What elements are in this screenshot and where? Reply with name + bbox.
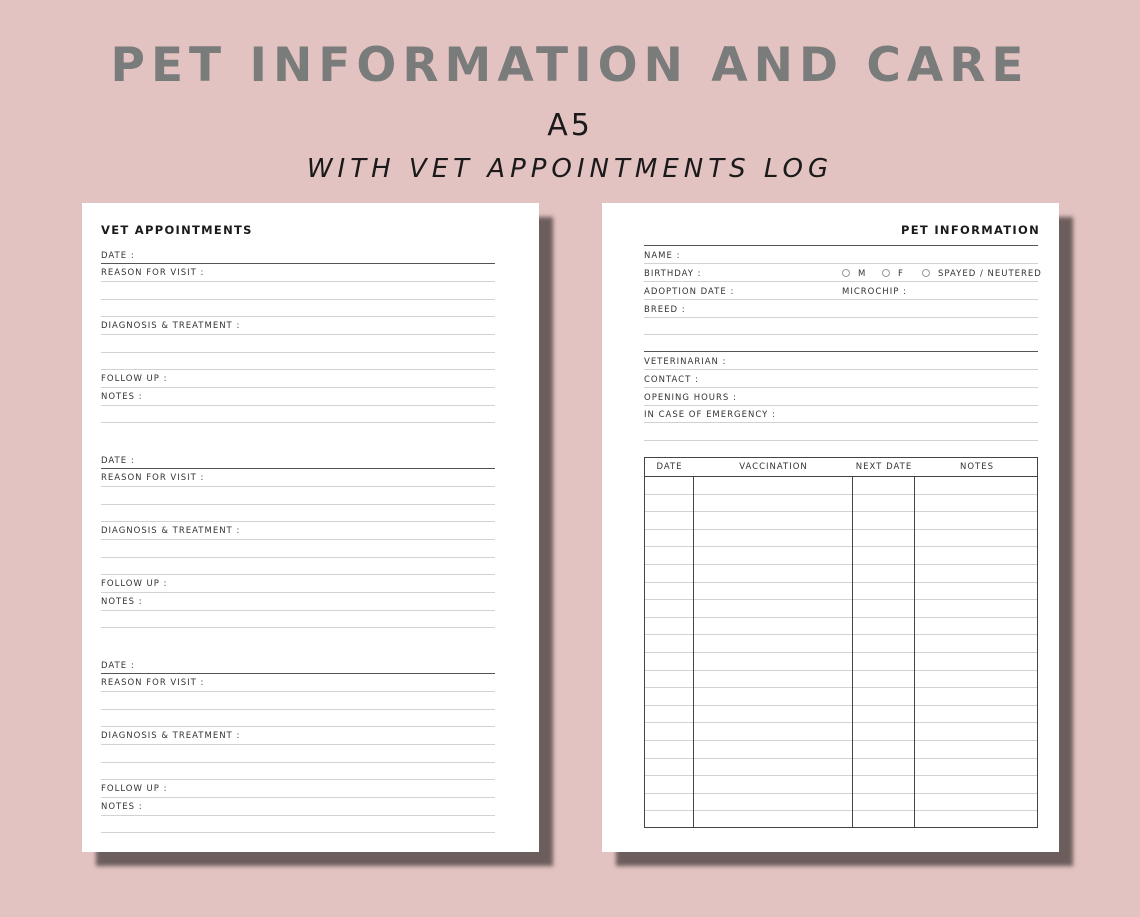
rule	[644, 299, 1038, 300]
radio-spayed-icon	[922, 269, 930, 277]
table-row-line	[645, 740, 1037, 741]
pet-information-sheet	[602, 203, 1059, 852]
col-divider	[914, 476, 915, 827]
table-row-line	[645, 670, 1037, 671]
table-row-line	[645, 652, 1037, 653]
rule	[101, 422, 495, 423]
breed-field: BREED :	[644, 305, 686, 315]
rule	[101, 610, 495, 611]
notes-field: NOTES :	[101, 597, 143, 607]
notes-field: NOTES :	[101, 392, 143, 402]
rule	[644, 334, 1038, 335]
rule	[644, 405, 1038, 406]
pet-information-heading: PET INFORMATION	[901, 223, 1040, 237]
rule	[101, 574, 495, 575]
page-subtitle: WITH VET APPOINTMENTS LOG	[306, 154, 834, 184]
heading-divider	[644, 245, 1038, 246]
rule	[101, 334, 495, 335]
diagnosis-treatment-field: DIAGNOSIS & TREATMENT :	[101, 526, 241, 536]
col-header-notes: NOTES	[959, 462, 994, 472]
rule	[101, 627, 495, 628]
table-row-line	[645, 529, 1037, 530]
rule	[101, 521, 495, 522]
rule	[644, 422, 1038, 423]
date-field: DATE :	[101, 251, 135, 261]
col-header-next-date: NEXT DATE	[855, 462, 913, 472]
adoption-date-field: ADOPTION DATE :	[644, 287, 735, 297]
rule	[101, 468, 495, 469]
page-title: PET INFORMATION AND CARE	[110, 38, 1030, 93]
col-header-date: DATE	[656, 462, 683, 472]
rule	[644, 387, 1038, 388]
reason-for-visit-field: REASON FOR VISIT :	[101, 473, 205, 483]
table-row-line	[645, 564, 1037, 565]
rule	[101, 832, 495, 833]
rule	[101, 281, 495, 282]
birthday-field: BIRTHDAY :	[644, 269, 702, 279]
reason-for-visit-field: REASON FOR VISIT :	[101, 678, 205, 688]
rule	[101, 762, 495, 763]
sex-f-option: F	[882, 269, 904, 279]
rule	[101, 744, 495, 745]
date-field: DATE :	[101, 456, 135, 466]
radio-m-icon	[842, 269, 850, 277]
follow-up-field: FOLLOW UP :	[101, 374, 168, 384]
opening-hours-field: OPENING HOURS :	[644, 393, 737, 403]
rule	[101, 299, 495, 300]
table-row-line	[645, 582, 1037, 583]
rule	[101, 557, 495, 558]
diagnosis-treatment-field: DIAGNOSIS & TREATMENT :	[101, 731, 241, 741]
table-row-line	[645, 810, 1037, 811]
rule	[101, 504, 495, 505]
rule	[101, 387, 495, 388]
rule	[101, 263, 495, 264]
col-divider	[852, 476, 853, 827]
microchip-field: MICROCHIP :	[842, 287, 907, 297]
rule	[644, 440, 1038, 441]
rule	[101, 486, 495, 487]
rule	[101, 815, 495, 816]
name-field: NAME :	[644, 251, 681, 261]
follow-up-field: FOLLOW UP :	[101, 579, 168, 589]
rule	[101, 592, 495, 593]
rule	[101, 539, 495, 540]
rule	[101, 673, 495, 674]
table-row-line	[645, 758, 1037, 759]
rule	[644, 263, 1038, 264]
rule	[101, 352, 495, 353]
rule	[101, 316, 495, 317]
table-row-line	[645, 687, 1037, 688]
col-header-vaccination: VACCINATION	[739, 462, 808, 472]
rule	[644, 281, 1038, 282]
contact-field: CONTACT :	[644, 375, 699, 385]
table-row-line	[645, 793, 1037, 794]
rule	[644, 317, 1038, 318]
sex-m-option: M	[842, 269, 866, 279]
table-row-line	[645, 511, 1037, 512]
vet-appointments-heading: VET APPOINTMENTS	[101, 223, 253, 237]
table-row-line	[645, 599, 1037, 600]
reason-for-visit-field: REASON FOR VISIT :	[101, 268, 205, 278]
rule	[101, 797, 495, 798]
rule	[644, 369, 1038, 370]
rule	[101, 369, 495, 370]
vet-appointments-sheet	[82, 203, 539, 852]
radio-f-icon	[882, 269, 890, 277]
rule	[101, 726, 495, 727]
emergency-field: IN CASE OF EMERGENCY :	[644, 410, 776, 420]
spayed-option: SPAYED / NEUTERED	[922, 269, 1042, 279]
rule	[101, 709, 495, 710]
vaccination-table	[644, 457, 1038, 828]
col-divider	[693, 476, 694, 827]
paper-size-label: A5	[547, 108, 593, 143]
table-row-line	[645, 494, 1037, 495]
table-row-line	[645, 722, 1037, 723]
section-divider	[644, 351, 1038, 352]
diagnosis-treatment-field: DIAGNOSIS & TREATMENT :	[101, 321, 241, 331]
table-row-line	[645, 546, 1037, 547]
table-row-line	[645, 705, 1037, 706]
rule	[101, 405, 495, 406]
table-row-line	[645, 775, 1037, 776]
rule	[101, 691, 495, 692]
table-row-line	[645, 634, 1037, 635]
follow-up-field: FOLLOW UP :	[101, 784, 168, 794]
veterinarian-field: VETERINARIAN :	[644, 357, 727, 367]
date-field: DATE :	[101, 661, 135, 671]
rule	[101, 779, 495, 780]
notes-field: NOTES :	[101, 802, 143, 812]
table-row-line	[645, 476, 1037, 477]
table-row-line	[645, 617, 1037, 618]
